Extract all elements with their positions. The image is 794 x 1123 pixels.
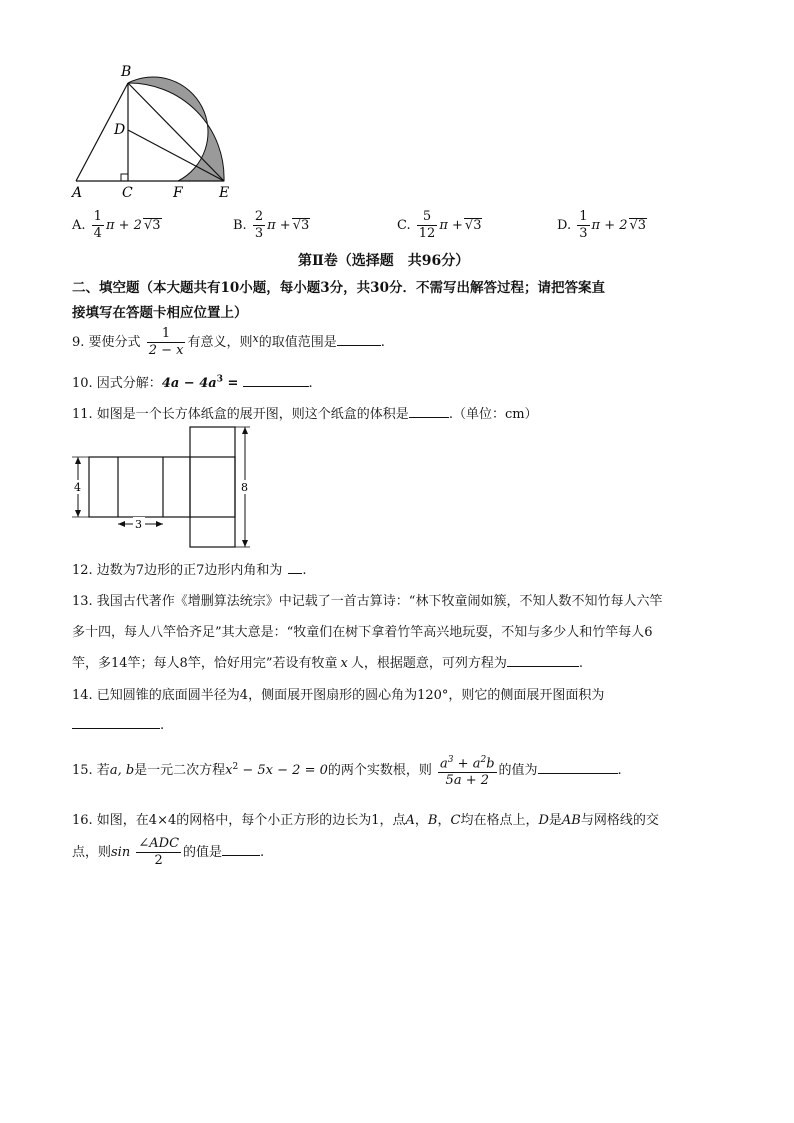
option-a[interactable]: A. $\frac{1}{4}$ π + 2 √3 <box>72 209 161 241</box>
question-13-line3: 竿，多14竿；每人8竿，恰好用完”若设有牧童 x 人，根据题意，可列方程为 . <box>72 656 583 671</box>
question-13-line1: 13. 我国古代著作《增删算法统宗》中记载了一首古算诗：“林下牧童闹如簇，不知人数不知竹每人六竿 <box>72 594 663 609</box>
label-C: C <box>122 185 133 200</box>
question-9: 9. 要使分式 $\frac{1}{2 - x}$ 有意义，则$^x$的取值范围是 . <box>72 326 385 358</box>
question-16-line2: 点，则sin $\frac{\text{∠ADC}}{2}$ 的值是 . <box>72 836 265 868</box>
q9-fraction: $\frac{1}{2 - x}$ <box>148 326 184 358</box>
label-E: E <box>219 185 230 200</box>
option-d[interactable]: D. $\frac{1}{3}$ π + 2 √3 <box>557 209 647 241</box>
box-net-figure <box>66 424 266 552</box>
q10-answer-blank[interactable] <box>243 374 309 387</box>
part2-title: 第Ⅱ卷（选择题 共96分） <box>298 253 470 269</box>
dim-label-8: 8 <box>241 481 248 494</box>
dim-label-3: 3 <box>135 518 142 531</box>
q14-answer-blank[interactable] <box>72 716 160 729</box>
triangle-arc-figure <box>66 62 246 200</box>
option-c[interactable]: C. $\frac{5}{12}$ π + √3 <box>397 209 482 241</box>
shaded-region <box>128 77 224 181</box>
q16-answer-blank[interactable] <box>222 843 260 856</box>
label-D: D <box>114 122 126 138</box>
option-fraction: $\frac{2}{3}$ <box>254 209 264 241</box>
dim-label-4: 4 <box>74 481 81 494</box>
section2-heading-line2: 接填写在答题卡相应位置上） <box>72 305 248 321</box>
option-letter: D. <box>557 218 572 233</box>
option-letter: C. <box>397 218 411 233</box>
question-14-line2: . <box>72 716 164 733</box>
q15-answer-blank[interactable] <box>538 761 618 774</box>
question-11: 11. 如图是一个长方体纸盒的展开图，则这个纸盒的体积是 .（单位：cm） <box>72 407 538 422</box>
option-fraction: $\frac{5}{12}$ <box>418 209 436 241</box>
question-12: 12. 边数为7边形的正7边形内角和为 . <box>72 563 307 578</box>
option-fraction: $\frac{1}{4}$ <box>93 209 102 241</box>
option-letter: A. <box>72 218 86 233</box>
label-A: A <box>72 185 83 200</box>
right-angle-mark <box>121 174 128 181</box>
option-b[interactable]: B. $\frac{2}{3}$ π + √3 <box>233 209 310 241</box>
q15-fraction: $\frac{a^3 + a^2b}{5a + 2}$ <box>438 752 496 789</box>
section2-heading-line1: 二、填空题（本大题共有10小题，每小题3分，共30分．不需写出解答过程；请把答案直 <box>72 280 605 296</box>
q12-answer-blank[interactable] <box>288 561 302 574</box>
q9-answer-blank[interactable] <box>337 333 381 346</box>
label-B: B <box>121 64 132 80</box>
option-letter: B. <box>233 218 247 233</box>
option-fraction: $\frac{1}{3}$ <box>579 209 588 241</box>
question-16-line1: 16. 如图，在4×4的网格中，每个小正方形的边长为1，点A，B，C均在格点上，D是AB与网格线的交 <box>72 813 659 828</box>
question-10: 10. 因式分解：$4a - 4a^3$ = . <box>72 374 313 391</box>
question-13-line2: 多十四，每人八竿恰齐足”其大意是：“牧童们在树下拿着竹竿高兴地玩耍，不知与多少人和竹竿每人6 <box>72 625 653 640</box>
q11-answer-blank[interactable] <box>409 405 449 418</box>
label-F: F <box>173 185 183 200</box>
q13-answer-blank[interactable] <box>507 654 579 667</box>
question-15: 15. 若a, b是一元二次方程$x^2 - 5x - 2 = 0$的两个实数根，则 $\frac{a^3 + a^2b}{5a + 2}$ 的值为 . <box>72 752 622 789</box>
question-14-line1: 14. 已知圆锥的底面圆半径为4，侧面展开图扇形的圆心角为120°，则它的侧面展开图面积为 <box>72 688 605 703</box>
q16-fraction: $\frac{\text{∠ADC}}{2}$ <box>138 836 180 868</box>
